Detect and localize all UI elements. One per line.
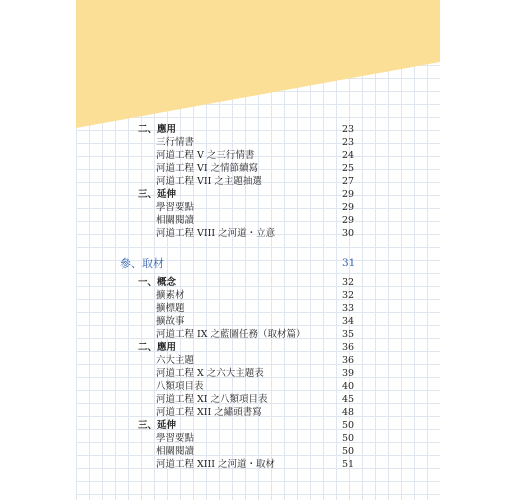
toc-entry-row (76, 227, 376, 240)
toc-page-number: 50 (342, 420, 355, 431)
toc-entry-row (76, 162, 376, 175)
toc-entry-label: 河道工程 VII 之主題抽選 (156, 176, 262, 187)
toc-page-number: 36 (342, 355, 355, 366)
toc-entry-row (76, 201, 376, 214)
toc-entry-row (76, 406, 376, 419)
toc-page-number: 48 (342, 407, 355, 418)
toc-page-number: 25 (342, 163, 355, 174)
toc-entry-row (76, 393, 376, 406)
toc-section-row (76, 341, 376, 354)
toc-entry-row (76, 354, 376, 367)
toc-page-number: 31 (342, 257, 356, 269)
toc-entry-row (76, 214, 376, 227)
toc-entry-row (76, 289, 376, 302)
toc-page-number: 33 (342, 303, 355, 314)
toc-section-row (76, 188, 376, 201)
toc-page-number: 23 (342, 124, 355, 135)
toc-entry-label: 三、延伸 (138, 420, 177, 431)
toc-entry-label: 河道工程 XII 之繡頭書寫 (156, 407, 262, 418)
toc-page-number: 24 (342, 150, 355, 161)
toc-entry-row (76, 380, 376, 393)
toc-entry-label: 河道工程 VI 之情節續寫 (156, 163, 259, 174)
toc-page-number: 27 (342, 176, 355, 187)
toc-entry-label: 相關閱讀 (156, 446, 195, 457)
toc-page-number: 32 (342, 277, 355, 288)
toc-entry-label: 相關閱讀 (156, 215, 195, 226)
toc-entry-row (76, 302, 376, 315)
toc-entry-label: 河道工程 XIII 之河道・取材 (156, 459, 276, 470)
toc-entry-label: 河道工程 VIII 之河道・立意 (156, 228, 276, 239)
toc-entry-row (76, 432, 376, 445)
toc-entry-row (76, 175, 376, 188)
toc-page-number: 36 (342, 342, 355, 353)
toc-entry-label: 參、取材 (120, 257, 164, 270)
toc-entry-row (76, 149, 376, 162)
toc-entry-label: 三、延伸 (138, 189, 177, 200)
toc-entry-row (76, 445, 376, 458)
toc-entry-label: 河道工程 X 之六大主題表 (156, 368, 264, 379)
toc-chapter-row (76, 257, 376, 270)
toc-page (76, 0, 440, 500)
toc-page-number: 30 (342, 228, 355, 239)
toc-entry-label: 一、概念 (138, 277, 177, 288)
toc-section-row (76, 276, 376, 289)
toc-entry-label: 六大主題 (156, 355, 195, 366)
toc-page-number: 51 (342, 459, 355, 470)
toc-entry-label: 二、應用 (138, 124, 177, 135)
toc-entry-row (76, 315, 376, 328)
toc-entry-label: 學習要點 (156, 202, 195, 213)
toc-page-number: 50 (342, 446, 355, 457)
toc-entry-row (76, 367, 376, 380)
toc-entry-row (76, 136, 376, 149)
toc-entry-label: 河道工程 XI 之八類項目表 (156, 394, 268, 405)
toc-entry-label: 學習要點 (156, 433, 195, 444)
toc-entry-label: 擴故事 (156, 316, 185, 327)
toc-page-number: 45 (342, 394, 355, 405)
toc-entry-label: 河道工程 V 之三行情書 (156, 150, 255, 161)
toc-entry-label: 擴素材 (156, 290, 185, 301)
toc-page-number: 32 (342, 290, 355, 301)
toc-page-number: 29 (342, 202, 355, 213)
toc-entry-label: 擴標題 (156, 303, 185, 314)
toc-entry-row (76, 328, 376, 341)
toc-page-number: 50 (342, 433, 355, 444)
toc-page-number: 29 (342, 215, 355, 226)
toc-entry-row (76, 458, 376, 471)
toc-entry-label: 河道工程 IX 之藍圖任務（取材篇） (156, 329, 306, 340)
toc-page-number: 40 (342, 381, 355, 392)
toc-page-number: 23 (342, 137, 355, 148)
toc-section-row (76, 419, 376, 432)
toc-entry-label: 三行情書 (156, 137, 195, 148)
toc-page-number: 35 (342, 329, 355, 340)
toc-page-number: 39 (342, 368, 355, 379)
table-of-contents (76, 0, 440, 500)
toc-section-row (76, 123, 376, 136)
toc-page-number: 34 (342, 316, 355, 327)
toc-entry-label: 八類項目表 (156, 381, 204, 392)
toc-entry-label: 二、應用 (138, 342, 177, 353)
toc-page-number: 29 (342, 189, 355, 200)
